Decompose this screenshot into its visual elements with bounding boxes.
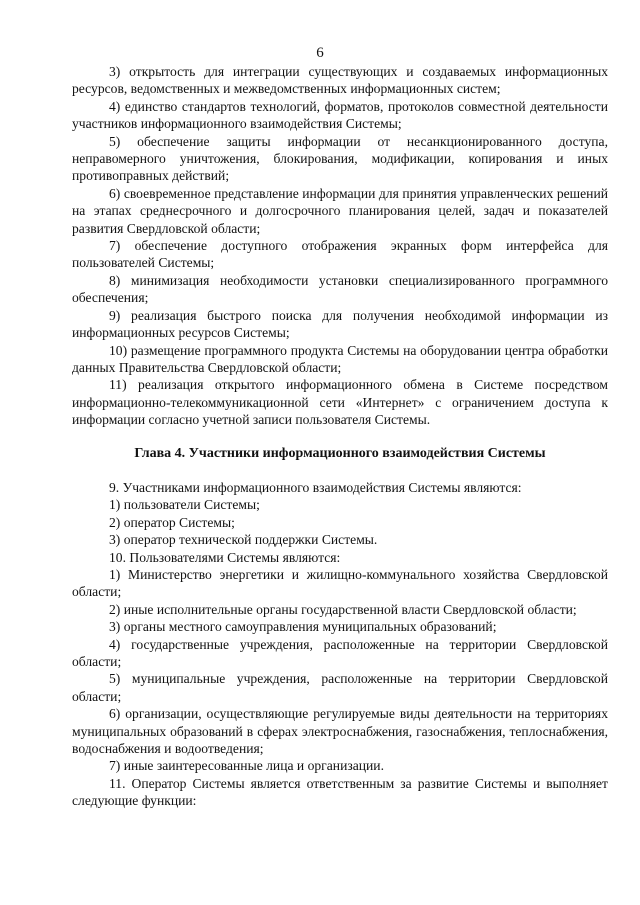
paragraph: 9) реализация быстрого поиска для получения необходимой информации из информационных ресурсов Системы; [72, 307, 608, 341]
paragraph: 1) пользователи Системы; [109, 497, 260, 513]
paragraph: 10. Пользователями Системы являются: [109, 549, 341, 565]
paragraph: 2) оператор Системы; [109, 514, 235, 530]
paragraph: 2) иные исполнительные органы государственной власти Свердловской области; [109, 601, 577, 617]
paragraph: 6) своевременное представление информации для принятия управленческих решений на этапах среднесрочного и долгосрочного планирования целей, задач и показателей развития Свердловской области; [72, 185, 608, 236]
paragraph: 9. Участниками информационного взаимодействия Системы являются: [109, 479, 522, 495]
paragraph: 3) органы местного самоуправления муниципальных образований; [109, 619, 497, 635]
paragraph: 6) организации, осуществляющие регулируемые виды деятельности на территориях муниципальных образований в сферах электроснабжения, газоснабжения, теплоснабжения, водоснабжения и водоотведения; [72, 706, 608, 757]
paragraph: 4) единство стандартов технологий, форматов, протоколов совместной деятельности участников информационного взаимодействия Системы; [72, 98, 608, 132]
paragraph: 7) обеспечение доступного отображения экранных форм интерфейса для пользователей Системы; [72, 238, 608, 271]
page-number: 6 [316, 45, 324, 61]
paragraph: 5) муниципальные учреждения, расположенные на территории Свердловской области; [72, 671, 608, 704]
paragraph: 4) государственные учреждения, расположенные на территории Свердловской области; [72, 636, 608, 669]
paragraph: 5) обеспечение защиты информации от несанкционированного доступа, неправомерного уничтожения, блокирования, модификации, копирования и иных противоправных действий; [72, 133, 608, 184]
chapter-heading: Глава 4. Участники информационного взаимодействия Системы [134, 445, 546, 461]
paragraph: 8) минимизация необходимости установки специализированного программного обеспечения; [72, 272, 608, 306]
paragraph: 11) реализация открытого информационного обмена в Системе посредством информационно-телекоммуникационной сети «Интернет» с ограничением доступа к информации согласно учетной записи пользователя Системы. [72, 377, 608, 428]
paragraph: 1) Министерство энергетики и жилищно-коммунального хозяйства Свердловской области; [72, 566, 608, 600]
paragraph: 7) иные заинтересованные лица и организации. [109, 758, 384, 774]
paragraph: 10) размещение программного продукта Системы на оборудовании центра обработки данных Правительства Свердловской области; [72, 342, 608, 375]
paragraph: 3) открытость для интеграции существующих и создаваемых информационных ресурсов, ведомственных и межведомственных информационных систем; [72, 64, 608, 97]
document-body [72, 63, 608, 810]
paragraph: 11. Оператор Системы является ответственным за развитие Системы и выполняет следующие функции: [72, 775, 608, 809]
paragraph: 3) оператор технической поддержки Системы. [109, 532, 378, 548]
